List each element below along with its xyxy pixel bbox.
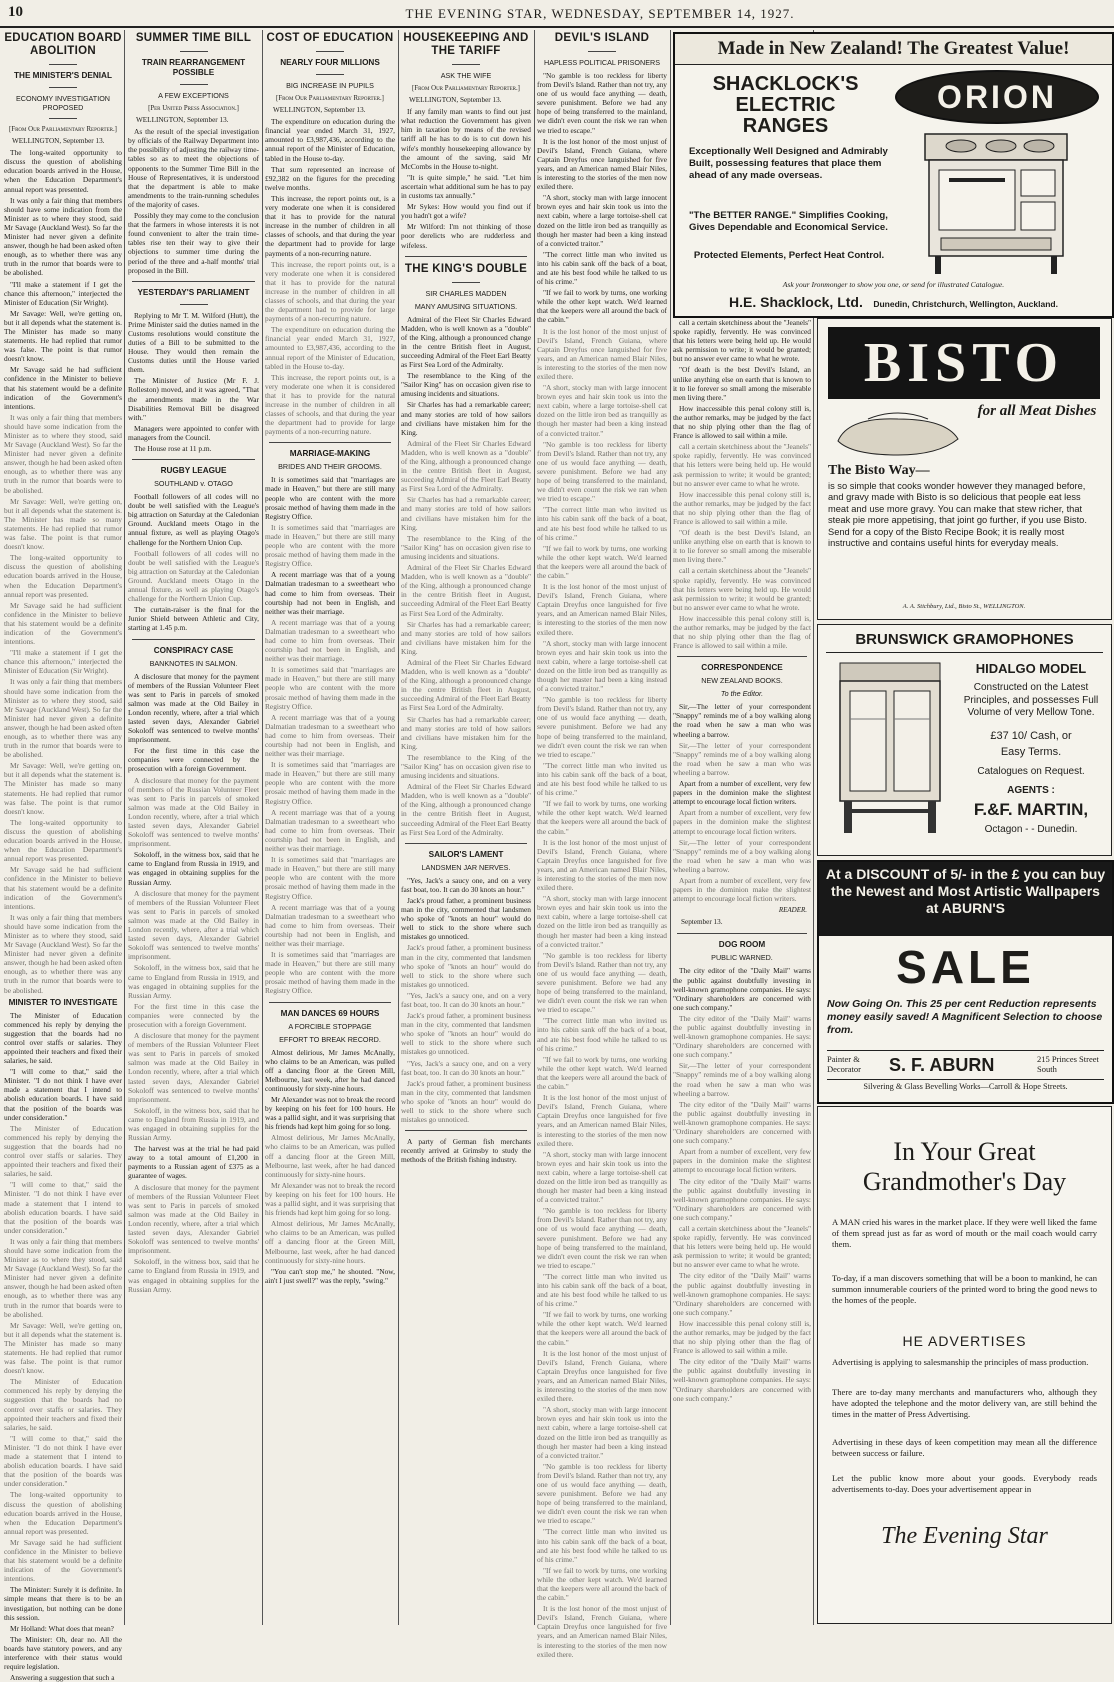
subheadline: THE MINISTER'S DENIAL [14, 71, 112, 80]
paragraph: The Minister: Oh, dear no. All the boards have statutory powers, and any interference with their status would require legislation. [4, 1634, 122, 1672]
paragraph: Jack's proud father, a prominent business man in the city, commented that landsmen who spoke of "knots an hour" would do well to stick to the shore where such mistakes go unnoticed. [401, 943, 531, 989]
paragraph: Sir,—The letter of your correspondent "Snappy" reminds me of a boy walking along the road when he saw a man who was wheeling a barrow. [673, 740, 811, 777]
column-rule [124, 30, 125, 1625]
paragraph: The long-waited opportunity to discuss the question of abolishing education boards arrived in the House, when the Education Department's annual report was presented. [4, 817, 122, 864]
paragraph: "A short, stocky man with large innocent brown eyes and hair skin took us into the next cabin, where a large tortoise-shell cat dozed on the little iron bed as tranquilly as though her master had been a king instead of a convicted traitor." [537, 193, 667, 248]
paragraph: Mr Alexander was not to break the record by keeping on his feet for 100 hours. He was a pallid sight, and it was surprising that his friends had kept him going for so long. [265, 1095, 395, 1132]
paragraph: This increase, the report points out, is a very moderate one when it is considered that it has to provide for the natural increase in the number of children in all classes of schools, and that during the year the department had to provide for large payments of a non-recurring nature. [265, 193, 395, 258]
subheadline: BIG INCREASE IN PUPILS [286, 81, 374, 90]
grandmother-paragraph: Advertising is applying to salesmanship the principles of mass production. [832, 1357, 1089, 1367]
paragraph: Apart from a number of excellent, very few papers in the dominion make the slightest attempt to encourage local fiction writers. [673, 1147, 811, 1175]
subheadline: MINISTER TO INVESTIGATE [8, 997, 118, 1007]
subheadline: ASK THE WIFE [440, 71, 492, 80]
paragraph: It was only a fair thing that members should have some indication from the Minister as to where they stood, said Mr Savage (Auckland West). So far the Minister had never given a definite answer, though he had been asked often enough, as to whether there was any truth in the rumor that boards were to be abolished. [4, 412, 122, 495]
paragraph: It was only a fair thing that members should have some indication from the Minister as to where they stood, said Mr Savage (Auckland West). So far the Minister had never given a definite answer, though he had been asked often enough, as to whether there was any truth in the rumor that boards were to be abolished. [4, 677, 122, 760]
brunswick-title: BRUNSWICK GRAMOPHONES [855, 631, 1074, 648]
paragraph: The resemblance to the King of the "Sailor King" has on occasion given rise to amusing incidents and situations. [401, 752, 531, 781]
paragraph: Sokoloff, in the witness box, said that he came to England from Russia in 1919, and was engaged in obtaining supplies for the Russian Army. [128, 1257, 259, 1294]
paragraph: "The correct little man who invited us into his cabin sank off the back of a boat, and ate his best food while he talked to us of his crime." [537, 1271, 667, 1309]
ad-ask: Ask your Ironmonger to show you one, or send for illustrated Catalogue. [782, 280, 1005, 289]
company-cities: Dunedin, Christchurch, Wellington, Auckland. [873, 299, 1058, 309]
gramophone-cabinet-illustration [830, 659, 950, 839]
ad-banner: Made in New Zealand! The Greatest Value! [675, 34, 1112, 65]
paragraph: How inaccessible this penal colony still is, the author remarks, may be judged by the fact that no ship plying other than the flag of France is allowed to sail within a mile. [673, 489, 811, 526]
ad-bisto [817, 318, 1112, 620]
subheadline: MANY AMUSING SITUATIONS. [414, 301, 518, 311]
paragraph: It is sometimes said that "marriages are made in Heaven," but there are still many people who are content with the more prosaic method of having them made in the Registry Office. [265, 475, 395, 521]
paragraph: Almost delirious, Mr James McAnally, who claims to be an American, was pulled off a dancing floor at the Green Mill, Melbourne, last week, after he had danced continuously for sixty-nine hours. [265, 1219, 395, 1265]
aburn-trade: Painter & Decorator [827, 1054, 861, 1074]
subheadline: PUBLIC WARNED. [711, 953, 773, 963]
paragraph: How inaccessible this penal colony still is, the author remarks, may be judged by the fact that no ship plying other than the flag of France is allowed to sail within a mile. [673, 613, 811, 651]
paragraph: "I will come to that," said the Minister. "I do not think I have ever made a statement that I intend to abolish education boards. I have said that the position of the boards was under consideration." [4, 1180, 122, 1235]
paragraph: Mr Savage said he had sufficient confidence in the Minister to believe that his statement would be a definite indication of the Government's intentions. [4, 1537, 122, 1584]
headline: THE KING'S DOUBLE [404, 262, 528, 275]
paragraph: "If we fail to work by turns, one working while the other kept watch. We'd learned that the keepers were all around the back of the cabin." [537, 543, 667, 580]
paragraph: Admiral of the Fleet Sir Charles Edward Madden, who is well known as a "double" of the King, although a pronounced change in the centre British fleet in August, succeeding Admiral of the Fleet Earl Beatty as First Sea Lord of the Admiralty. [401, 314, 531, 370]
paragraph: A disclosure that money for the payment of members of the Russian Volunteer Fleet was sent to Paris in parcels of smoked salmon was made at the Old Bailey in London recently, where, after a trial which lasted seven days, Alexander Gabriel Sokoloff was sentenced to twelve months' imprisonment. [128, 1031, 259, 1104]
paragraph: "The correct little man who invited us into his cabin sank off the back of a boat, and ate his best food while he talked to us of his crime." [537, 1527, 667, 1564]
paragraph: It is sometimes said that "marriages are made in Heaven," but there are still many people who are content with the more prosaic method of having them made in the Registry Office. [265, 950, 395, 996]
subheadline: SOUTHLAND v. OTAGO [154, 479, 233, 489]
paragraph: It is the lost honor of the most unjust of Devil's Island, French Guiana, where Captain Dreyfus once languished for five years, and an American named Blair Niles, is interesting to the stories of the men now exiled there. [537, 1348, 667, 1404]
paragraph: A recent marriage was that of a young Dalmatian tradesman to a sweetheart who had come to him from overseas. Their courtship had not been in English, and neither was their marriage. [265, 570, 395, 616]
paragraph: The city editor of the "Daily Mail" warns the public against doubtfully investing in well-known gramophone companies. He says: "Ordinary shareholders are concerned with one such company." [673, 1357, 811, 1403]
headline: COST OF EDUCATION [266, 32, 394, 44]
paragraph: Sokoloff, in the witness box, said that he came to England from Russia in 1919, and was engaged in obtaining supplies for the Russian Army. [128, 850, 259, 887]
paragraph: It is sometimes said that "marriages are made in Heaven," but there are still many people who are content with the more prosaic method of having them made in the Registry Office. [265, 522, 395, 569]
paragraph: Admiral of the Fleet Sir Charles Edward Madden, who is well known as a "double" of the King, although a pronounced change in the centre British fleet in August, succeeding Admiral of the Fleet Earl Beatty as First Sea Lord of the Admiralty. [401, 563, 531, 618]
byline: [Per United Press Association.] [148, 105, 239, 112]
column-rule [398, 30, 399, 1625]
paragraph: It is the lost honor of the most unjust of Devil's Island, French Guiana, where Captain Dreyfus once languished for five years, and an American named Blair Niles, is interesting to the stories of the men now exiled there. [537, 582, 667, 637]
paragraph: "I will come to that," said the Minister. "I do not think I have ever made a statement that I intend to abolish education boards. I have said that the position of the boards was under consideration." [4, 1067, 122, 1122]
paragraph: Sir Charles has had a remarkable career; and many stories are told of how sailors and civilians have mistaken him for the King. [401, 495, 531, 532]
aburn-headline: At a DISCOUNT of 5/- in the £ you can buy the Newest and Most Artistic Wallpapers at ABURN'S [819, 862, 1112, 936]
paragraph: "Yes, Jack's a saucy one, and on a very fast boat, too. It can do 30 knots an hour." [401, 1058, 531, 1077]
paragraph: It is the lost honor of the most unjust of Devil's Island, French Guiana, where Captain Dreyfus once languished for five years, and an American named Blair Niles, is interesting to the stories of the men now exiled there. [537, 837, 667, 893]
paragraph: "You can't stop me," he shouted. "Now, ain't I just swell?" was the reply, "swing." [265, 1266, 395, 1285]
paragraph: It was only a fair thing that members should have some indication from the Minister as to where they stood, said Mr Savage (Auckland West). So far the Minister had never given a definite answer, though he had been asked often enough, as to whether there was any truth in the rumor that boards were to be abolished. [4, 195, 122, 278]
paragraph: Apart from a number of excellent, very few papers in the dominion make the slightest attempt to encourage local fiction writers. [673, 875, 811, 904]
paragraph: "If we fail to work by turns, one working while the other kept watch. We'd learned that the keepers were all around the back of the cabin." [537, 1054, 667, 1092]
paragraph: "Of death is the best Devil's Island, an unlike anything else on earth that is known to it to lie forever so small among the miserable men living there." [673, 365, 811, 402]
paragraph: The harvest was at the trial he had paid away to a total amount of £1,200 in payments to a Russian agent of £375 as a guarantee of wages. [128, 1144, 259, 1181]
headline: CORRESPONDENCE [701, 663, 783, 673]
grandmother-paragraph: A MAN cried his wares in the market place. If they were well liked the fame of them spread just as far as word of mouth or the mail coach would carry them. [832, 1217, 1097, 1249]
paragraph: "I'll make a statement if I get the chance this afternoon," interjected the Minister of Education (Sir Wright). [4, 648, 122, 676]
grandmother-subheading: HE ADVERTISES [902, 1333, 1027, 1349]
dateline: September 13. [681, 918, 723, 927]
paragraph: "A short, stocky man with large innocent brown eyes and hair skin took us into the next cabin, where a large tortoise-shell cat dozed on the little iron bed as tranquilly as though her master had been a king instead of a convicted traitor." [537, 383, 667, 438]
paragraph: Replying to Mr T. M. Wilford (Hutt), the Prime Minister said the duties named in the Customs resolutions would constitute the duties of a Bill to be submitted to the House. They would then remain the Customs duties until the House varied them. [128, 310, 259, 375]
article-housekeeping [401, 30, 531, 1625]
grandmother-paragraph: To-day, if a man discovers something that will be a boon to mankind, he can summon innumerable couriers of the printed word to bring the good news to the homes of the people. [832, 1273, 1097, 1305]
grandmother-title: In Your Great Grandmother's Day [862, 1137, 1067, 1196]
paragraph: "Yes, Jack's a saucy one, and on a very fast boat, too. It can do 30 knots an hour." [401, 990, 531, 1009]
subheadline: LANDSMEN JAR NERVES. [421, 862, 511, 872]
paragraph: The curtain-raiser is the final for the Junior Shield between Athletic and City, starting at 1.45 p.m. [128, 605, 259, 633]
paragraph: The city editor of the "Daily Mail" warns the public against doubtfully investing in well-known gramophone companies. He says: "Ordinary shareholders are concerned with one such company." [673, 966, 811, 1012]
paragraph: "The correct little man who invited us into his cabin sank off the back of a boat, and ate his best food while he talked to us of his crime." [537, 760, 667, 798]
newspaper-name: The Evening Star [881, 1523, 1048, 1549]
subheadline: BANKNOTES IN SALMON. [149, 658, 238, 668]
paragraph: Managers were appointed to confer with managers from the Council. [128, 423, 259, 442]
paragraph: "A short, stocky man with large innocent brown eyes and hair skin took us into the next cabin, where a large tortoise-shell cat dozed on the little iron bed as tranquilly as though her master had been a king instead of a convicted traitor." [537, 1405, 667, 1460]
subheadline: HAPLESS POLITICAL PRISONERS [544, 58, 660, 67]
paragraph: "The correct little man who invited us into his cabin sank off the back of a boat, and ate his best food while he talked to us of his crime." [537, 505, 667, 542]
column-rule [670, 30, 671, 1625]
byline: [From Our Parliamentary Reporter.] [412, 85, 520, 92]
paragraph: A disclosure that money for the payment of members of the Russian Volunteer Fleet was sent to Paris in parcels of smoked salmon was made at the Old Bailey in London recently, where, after a trial which lasted seven days, Alexander Gabriel Sokoloff was sentenced to twelve months' imprisonment. [128, 671, 259, 745]
paragraph: It is the lost honor of the most unjust of Devil's Island, French Guiana, where Captain Dreyfus once languished for five years, and an American named Blair Niles, is interesting to the stories of the men now exiled there. [537, 326, 667, 381]
paragraph: "No gamble is too reckless for liberty from Devil's Island. Rather than not try, any one of us would face anything — death, severe punishment. Before we had any hope of being transferred to the mainland, we didn't even count the risk we ran when we tried to escape." [537, 950, 667, 1015]
subheadline: SIR CHARLES MADDEN [425, 288, 507, 298]
grandmother-paragraph: Advertising in these days of keen competition may mean all the difference between success or failure. [832, 1437, 1097, 1458]
paragraph: The Minister of Justice (Mr F. J. Rolleston) moved, and it was agreed, "That the amendments made in the War Disabilities Removal Bill be disagreed with." [128, 376, 259, 422]
subheadline: NEW ZEALAND BOOKS. [701, 676, 783, 686]
paragraph: "The correct little man who invited us into his cabin sank off the back of a boat, and ate his best food while he talked to us of his crime." [537, 249, 667, 287]
brand-name: RANGES [742, 115, 829, 137]
grandmother-paragraph: There are to-day many merchants and manufacturers who, although they have adopted the telephone and the motor delivery van, are still behind the times in the matter of Press Advertising. [832, 1387, 1097, 1419]
paragraph: call a certain sketchiness about the "Jeanels" spoke rapidly, fervently. He was convinced that his letters were being held up. He would ask permission to write; it would be granted; but no answer ever came to what he wrote. [673, 566, 811, 612]
paragraph: Possibly they may come to the conclusion that the farmers in whose interests it is not found convenient to alter the train time-tables rise ten their way to give their objections to summer time during the period of the three and a-half months' trial proposed in the Bill. [128, 211, 259, 275]
paragraph: Admiral of the Fleet Sir Charles Edward Madden, who is well known as a "double" of the King, although a pronounced change in the centre British fleet in August, succeeding Admiral of the Fleet Earl Beatty as First Sea Lord of the Admiralty. [401, 657, 531, 713]
ad-brunswick [817, 624, 1112, 856]
column-rule [262, 30, 263, 1625]
paragraph: The long-waited opportunity to discuss the question of abolishing education boards arrived in the House, when the Education Department's annual report was presented. [4, 148, 122, 194]
paragraph: It was only a fair thing that members should have some indication from the Minister as to where they stood, said Mr Savage (Auckland West). So far the Minister had never given a definite answer, though he had been asked often enough, as to whether there was any truth in the rumor that boards were to be abolished. [4, 912, 122, 995]
subheadline: A FEW EXCEPTIONS [158, 91, 229, 100]
paragraph: call a certain sketchiness about the "Jeanels" spoke rapidly, fervently. He was convinced that his letters were being held up. He would ask permission to write; it would be granted; but no answer ever came to what he wrote. [673, 1223, 811, 1270]
paragraph: The House rose at 11 p.m. [134, 444, 212, 453]
salutation: To the Editor. [720, 689, 764, 699]
aburn-name: S. F. ABURN [889, 1055, 995, 1075]
dateline: WELLINGTON, September 13. [273, 106, 366, 115]
paragraph: The expenditure on education during the financial year ended March 31, 1927, amounted to £3,987,436, according to the annual report of the Minister of Education, tabled in the House to-day. [265, 117, 395, 163]
paragraph: "No gamble is too reckless for liberty from Devil's Island. Rather than not try, any one of us would face anything — death, severe punishment. Before we had any hope of being transferred to the mainland, we didn't even count the risk we ran when we tried to escape." [537, 695, 667, 759]
paragraph: The resemblance to the King of the "Sailor King" has on occasion given rise to amusing incidents and situations. [401, 371, 531, 399]
orion-logo: ORION [895, 70, 1099, 124]
paragraph: Sir,—The letter of your correspondent "Snappy" reminds me of a boy walking along the road when he saw a man who was wheeling a barrow. [673, 702, 811, 739]
paragraph: Mr Savage: Well, we're getting on, but it all depends what the statement is. The Minister has made so many statements. He had replied that rumor was false. The point is that rumor doesn't know. [4, 761, 122, 816]
company-name: H.E. Shacklock, Ltd. [729, 294, 863, 310]
subheadline: EFFORT TO BREAK RECORD. [279, 1034, 381, 1044]
paragraph: Mr Savage said he had sufficient confidence in the Minister to believe that his statement would be a definite indication of the Government's intentions. [4, 865, 122, 911]
paragraph: The resemblance to the King of the "Sailor King" has on occasion given rise to amusing incidents and situations. [401, 533, 531, 561]
paragraph: The city editor of the "Daily Mail" warns the public against doubtfully investing in well-known gramophone companies. He says: "Ordinary shareholders are concerned with one such company." [673, 1176, 811, 1222]
paragraph: A recent marriage was that of a young Dalmatian tradesman to a sweetheart who had come to him from overseas. Their courtship had not been in English, and neither was their marriage. [265, 712, 395, 759]
paragraph: Sir Charles has had a remarkable career; and many stories are told of how sailors and civilians have mistaken him for the King. [401, 400, 531, 437]
electric-range-illustration [901, 126, 1091, 276]
paragraph: "If we fail to work by turns, one working while the other kept watch. We'd learned that the keepers were all around the back of the cabin." [537, 799, 667, 836]
byline: [From Our Parliamentary Reporter.] [276, 95, 384, 102]
paragraph: Mr Wilford: I'm not thinking of those poor derelicts who are rudderless and wifeless. [401, 222, 531, 250]
dateline: WELLINGTON, September 13. [409, 96, 502, 105]
paragraph: A disclosure that money for the payment of members of the Russian Volunteer Fleet was sent to Paris in parcels of smoked salmon was made at the Old Bailey in London recently, where, after a trial which lasted seven days, Alexander Gabriel Sokoloff was sentenced to twelve months' imprisonment. [128, 1182, 259, 1256]
paragraph: "If we fail to work by turns, one working while the other kept watch. We'd learned that the keepers were all around the back of the cabin." [537, 1565, 667, 1603]
paragraph: For the first time in this case the companies were connected by the prosecution with a foreign Government. [128, 746, 259, 774]
brunswick-agents-label: AGENTS : [1007, 784, 1055, 796]
paragraph: "It is quite simple," he said. "Let him ascertain what additional sum he has to pay in customs tax annually." [401, 172, 531, 201]
headline: MARRIAGE-MAKING [289, 449, 371, 459]
dateline: WELLINGTON, September 13. [136, 116, 229, 125]
gravy-boat-illustration [828, 403, 968, 459]
paragraph: Mr Savage: Well, we're getting on, but it all depends what the statement is. The Minister has made so many statements. He had replied that rumor was false. The point is that rumor doesn't know. [4, 1320, 122, 1376]
paragraph: "No gamble is too reckless for liberty from Devil's Island. Rather than not try, any one of us would face anything — death, severe punishment. Before we had any hope of being transferred to the mainland, we didn't even count the risk we ran when we tried to escape." [537, 71, 667, 135]
paragraph: "I'll make a statement if I get the chance this afternoon," interjected the Minister of Education (Sir Wright). [4, 279, 122, 307]
brand-name: ELECTRIC [735, 94, 836, 116]
paragraph: "If we fail to work by turns, one working while the other kept watch. We'd learned that the keepers were all around the back of the cabin." [537, 288, 667, 325]
paragraph: Jack's proud father, a prominent business man in the city, commented that landsmen who spoke of "knots an hour" would do well to stick to the shore where such mistakes go unnoticed. [401, 1078, 531, 1125]
column-rule [534, 30, 535, 1625]
subheadline: TRAIN REARRANGEMENT POSSIBLE [141, 58, 246, 77]
paragraph: "A short, stocky man with large innocent brown eyes and hair skin took us into the next cabin, where a large tortoise-shell cat dozed on the little iron bed as tranquilly as though her master had been a king instead of a convicted traitor." [537, 1149, 667, 1205]
paragraph: Almost delirious, Mr James McAnally, who claims to be an American, was pulled off a dancing floor at the Green Mill, Melbourne, last week, after he had danced continuously for sixty-nine hours. [265, 1047, 395, 1093]
paragraph: Sir Charles has had a remarkable career; and many stories are told of how sailors and civilians have mistaken him for the King. [401, 714, 531, 751]
ad-slogan: "The BETTER RANGE." Simplifies Cooking, Gives Dependable and Economical Service. [689, 210, 888, 233]
headline: SAILOR'S LAMENT [428, 849, 504, 859]
masthead [0, 0, 1114, 28]
paragraph: "No gamble is too reckless for liberty from Devil's Island. Rather than not try, any one of us would face anything — death, severe punishment. Before we had any hope of being transferred to the mainland, we didn't even count the risk we ran when we tried to escape." [537, 1461, 667, 1526]
subheadline: BRIDES AND THEIR GROOMS. [278, 462, 382, 472]
paragraph: The city editor of the "Daily Mail" warns the public against doubtfully investing in well-known gramophone companies. He says: "Ordinary shareholders are concerned with one such company." [673, 1013, 811, 1060]
paragraph: It is sometimes said that "marriages are made in Heaven," but there are still many people who are content with the more prosaic method of having them made in the Registry Office. [265, 665, 395, 711]
paragraph: Sir,—The letter of your correspondent "Snappy" reminds me of a boy walking along the road when he saw a man who was wheeling a barrow. [673, 1061, 811, 1098]
headline: MAN DANCES 69 HOURS [280, 1008, 380, 1018]
paragraph: "A short, stocky man with large innocent brown eyes and hair skin took us into the next cabin, where a large tortoise-shell cat dozed on the little iron bed as tranquilly as though her master had been a king instead of a convicted traitor." [537, 638, 667, 694]
article-continued [673, 318, 811, 1625]
ad-aburn [817, 860, 1114, 1104]
paragraph: "No gamble is too reckless for liberty from Devil's Island. Rather than not try, any one of us would face anything — death, severe punishment. Before we had any hope of being transferred to the mainland, we didn't even count the risk we ran when we tried to escape." [537, 1206, 667, 1270]
paragraph: Mr Savage: Well, we're getting on, but it all depends what the statement is. The Minister has made so many statements. He had replied that rumor was false. The point is that rumor doesn't know. [4, 496, 122, 552]
paragraph: That sum represented an increase of £92,382 on the figures for the preceding twelve months. [265, 164, 395, 192]
paragraph: Jack's proud father, a prominent business man in the city, commented that landsmen who spoke of "knots an hour" would do well to stick to the shore where such mistakes go unnoticed. [401, 895, 531, 942]
paragraph: "Yes, Jack's a saucy one, and on a very fast boat, too. It can do 30 knots an hour." [401, 875, 531, 894]
grandmother-paragraph: Let the public know more about your goods. Everybody reads advertisements to-day. Does your advertisement appear in [832, 1473, 1097, 1494]
headline: DOG ROOM [718, 940, 766, 950]
brunswick-model: HIDALGO MODEL [975, 661, 1087, 676]
brunswick-terms: Easy Terms. [1000, 745, 1062, 758]
paragraph: A disclosure that money for the payment of members of the Russian Volunteer Fleet was sent to Paris in parcels of smoked salmon was made at the Old Bailey in London recently, where, after a trial which lasted seven days, Alexander Gabriel Sokoloff was sentenced to twelve months' imprisonment. [128, 888, 259, 962]
paragraph: Sir,—The letter of your correspondent "Snappy" reminds me of a boy walking along the road when he saw a man who was wheeling a barrow. [673, 837, 811, 874]
paragraph: It is the lost honor of the most unjust of Devil's Island, French Guiana, where Captain Dreyfus once languished for five years, and an American named Blair Niles, is interesting to the stories of the men now exiled there. [537, 1093, 667, 1148]
paragraph: "I will come to that," said the Minister. "I do not think I have ever made a statement that I intend to abolish education boards. I have said that the position of the boards was under consideration." [4, 1433, 122, 1489]
paragraph: Sokoloff, in the witness box, said that he came to England from Russia in 1919, and was engaged in obtaining supplies for the Russian Army. [128, 963, 259, 1000]
headline: CONSPIRACY CASE [153, 645, 234, 655]
paragraph: Sir Charles has had a remarkable career; and many stories are told of how sailors and civilians have mistaken him for the King. [401, 619, 531, 656]
paragraph: Answering a suggestion that such a [10, 1673, 115, 1682]
paragraph: Apart from a number of excellent, very few papers in the dominion make the slightest attempt to encourage local fiction writers. [673, 808, 811, 836]
paragraph: The Minister of Education commenced his reply by denying the suggestion that the boards had no control over staffs or salaries. They appointed their teachers and fixed their salaries, he said. [4, 1123, 122, 1179]
headline: EDUCATION BOARD ABOLITION [4, 32, 122, 57]
paragraph: It is sometimes said that "marriages are made in Heaven," but there are still many people who are content with the more prosaic method of having them made in the Registry Office. [265, 855, 395, 901]
brunswick-catalogue: Catalogues on Request. [977, 765, 1085, 777]
paragraph: It was only a fair thing that members should have some indication from the Minister as to where they stood, said Mr Savage (Auckland West). So far the Minister had never given a definite answer, though he had been asked often enough, as to whether there was any truth in the rumor that boards were to be abolished. [4, 1236, 122, 1319]
signature: READER. [778, 906, 807, 915]
headline: RUGBY LEAGUE [160, 466, 227, 476]
paragraph: The Minister: Surely it is definite. In simple means that there is to be an investigation, but nothing can be done this session. [4, 1585, 122, 1622]
brunswick-price: £37 10/ Cash, or [990, 729, 1072, 742]
paragraph: A recent marriage was that of a young Dalmatian tradesman to a sweetheart who had come to him from overseas. Their courtship had not been in English, and neither was their marriage. [265, 902, 395, 948]
paragraph: The Minister of Education commenced his reply by denying the suggestion that the boards had no control over staffs or salaries. They appointed their teachers and fixed their salaries, he said. [4, 1010, 122, 1066]
paragraph: Admiral of the Fleet Sir Charles Edward Madden, who is well known as a "double" of the King, although a pronounced change in the centre British fleet in August, succeeding Admiral of the Fleet Earl Beatty as First Sea Lord of the Admiralty. [401, 438, 531, 494]
paragraph: How inaccessible this penal colony still is, the author remarks, may be judged by the fact that no ship plying other than the flag of France is allowed to sail within a mile. [673, 1318, 811, 1356]
headline: HOUSEKEEPING AND THE TARIFF [403, 32, 529, 57]
brand-name: SHACKLOCK'S [712, 73, 859, 95]
paragraph: "Of death is the best Devil's Island, an unlike anything else on earth that is known to it to lie forever so small among the miserable men living there." [673, 528, 811, 565]
paragraph: As the result of the special investigation by officials of the Railway Department into the possibility of adjusting the railway time-tables so as to meet the objections of opponents to the Summer Time Bill in the House of Representatives, it is understood that the department is able to make amendments to the train-running schedules of the majority of cases. [128, 127, 259, 209]
article-education-board [4, 30, 122, 1682]
paragraph: Mr Sykes: How would you find out if you hadn't got a wife? [401, 202, 531, 221]
paragraph: A recent marriage was that of a young Dalmatian tradesman to a sweetheart who had come to him from overseas. Their courtship had not been in English, and neither was their marriage. [265, 617, 395, 664]
subheadline: NEARLY FOUR MILLIONS [280, 58, 380, 67]
aburn-sale: SALE [896, 941, 1035, 993]
bisto-way-heading: The Bisto Way— [828, 463, 930, 478]
headline: SUMMER TIME BILL [135, 32, 252, 44]
ad-features: Protected Elements, Perfect Heat Control. [693, 250, 885, 261]
bisto-subtitle: for all Meat Dishes [977, 403, 1097, 419]
brunswick-agents: F.&F. MARTIN, [973, 799, 1089, 819]
headline: YESTERDAY'S PARLIAMENT [137, 287, 250, 297]
paragraph: For the first time in this case the companies were connected by the prosecution with a foreign Government. [128, 1001, 259, 1029]
aburn-works: Silvering & Glass Bevelling Works—Carroll & Hope Streets. [863, 1082, 1068, 1091]
bisto-agent: A. A. Stichbury, Ltd., Bisto St., WELLINGTON. [902, 603, 1026, 610]
paragraph: The city editor of the "Daily Mail" warns the public against doubtfully investing in well-known gramophone companies. He says: "Ordinary shareholders are concerned with one such company." [673, 1099, 811, 1146]
paragraph: A party of German fish merchants recently arrived at Grimsby to study the methods of the British fishing industry. [401, 1137, 531, 1165]
brunswick-address: Octagon - - Dunedin. [984, 823, 1078, 835]
article-cost-of-education [265, 30, 395, 1625]
paragraph: Sokoloff, in the witness box, said that he came to England from Russia in 1919, and was engaged in obtaining supplies for the Russian Army. [128, 1105, 259, 1143]
paragraph: Football followers of all codes will no doubt be well satisfied with the League's big attraction on Saturday at the Caledonian Ground. Auckland meets Otago in the annual fixture, as well as playing Otago's challenge for the Northern Union Cup. [128, 492, 259, 547]
aburn-address: 215 Princes Street South [1037, 1054, 1099, 1074]
subheadline: A FORCIBLE STOPPAGE [288, 1021, 372, 1031]
paragraph: It is the lost honor of the most unjust of Devil's Island, French Guiana, where Captain Dreyfus once languished for five years, and an American named Blair Niles, is interesting to the stories of the men now exiled there. [537, 1604, 667, 1659]
byline: [From Our Parliamentary Reporter.] [9, 126, 117, 133]
paragraph: A recent marriage was that of a young Dalmatian tradesman to a sweetheart who had come to him from overseas. Their courtship had not been in English, and neither was their marriage. [265, 807, 395, 854]
paragraph: It is sometimes said that "marriages are made in Heaven," but there are still many people who are content with the more prosaic method of having them made in the Registry Office. [265, 760, 395, 806]
paragraph: Jack's proud father, a prominent business man in the city, commented that landsmen who spoke of "knots an hour" would do well to stick to the shore where such mistakes go unnoticed. [401, 1011, 531, 1057]
paragraph: "A short, stocky man with large innocent brown eyes and hair skin took us into the next cabin, where a large tortoise-shell cat dozed on the little iron bed as tranquilly as though her master had been a king instead of a convicted traitor." [537, 894, 667, 949]
paragraph: call a certain sketchiness about the "Jeanels" spoke rapidly, fervently. He was convinced that his letters were being held up. He would ask permission to write; it would be granted; but no answer ever came to what he wrote. [673, 442, 811, 488]
paragraph: Football followers of all codes will no doubt be well satisfied with the League's big attraction on Saturday at the Caledonian Ground. Auckland meets Otago in the annual fixture, as well as playing Otago's challenge for the Northern Union Cup. [128, 548, 259, 604]
masthead-title: THE EVENING STAR, WEDNESDAY, SEPTEMBER 14, 1927. [405, 6, 795, 21]
article-devils-island [537, 30, 667, 1659]
bisto-logo: BISTO [828, 327, 1100, 399]
paragraph: "The correct little man who invited us into his cabin sank off the back of a boat, and ate his best food while he talked to us of his crime." [537, 1016, 667, 1053]
paragraph: The long-waited opportunity to discuss the question of abolishing education boards arrived in the House, when the Education Department's annual report was presented. [4, 1490, 122, 1536]
paragraph: Mr Savage said he had sufficient confidence in the Minister to believe that his statement would be a definite indication of the Government's intentions. [4, 600, 122, 647]
ad-grandmothers-day [817, 1106, 1112, 1624]
dateline: WELLINGTON, September 13. [12, 137, 105, 146]
paragraph: call a certain sketchiness about the "Jeanels" spoke rapidly, fervently. He was convinced that his letters were being held up. He would ask permission to write; it would be granted; but no answer ever came to what he wrote. [673, 318, 811, 364]
paragraph: Admiral of the Fleet Sir Charles Edward Madden, who is well known as a "double" of the King, although a pronounced change in the centre British fleet in August, succeeding Admiral of the Fleet Earl Beatty as First Sea Lord of the Admiralty. [401, 782, 531, 837]
paragraph: A disclosure that money for the payment of members of the Russian Volunteer Fleet was sent to Paris in parcels of smoked salmon was made at the Old Bailey in London recently, where, after a trial which lasted seven days, Alexander Gabriel Sokoloff was sentenced to twelve months' imprisonment. [128, 775, 259, 849]
paragraph: This increase, the report points out, is a very moderate one when it is considered that it has to provide for the natural increase in the number of children in all classes of schools, and that during the year the department had to provide for large payments of a non-recurring nature. [265, 259, 395, 324]
page-number: 10 [8, 4, 23, 20]
paragraph: Mr Savage said he had sufficient confidence in the Minister to believe that his statement would be a definite indication of the Government's intentions. [4, 365, 122, 411]
paragraph: It is the lost honor of the most unjust of Devil's Island, French Guiana, where Captain Dreyfus once languished for five years, and an American named Blair Niles, is interesting to the stories of the men now exiled there. [537, 136, 667, 192]
bisto-body: is so simple that cooks wonder however they managed before, and gravy made with Bisto is so delicious that people eat less meat and use more gravy. You can make that stew richer, that steak pie more appetising, that joint go further, if you use Bisto. Send for a copy of the Bisto Recipe Book; it is really most instructive and contains useful hints for everyday meals. [828, 481, 1087, 549]
paragraph: The long-waited opportunity to discuss the question of abolishing education boards arrived in the House, when the Education Department's annual report was presented. [4, 553, 122, 599]
ad-tagline: Exceptionally Well Designed and Admirably Built, possessing features that place them ahead of any made overseas. [689, 146, 888, 181]
paragraph: Mr Holland: What does that mean? [10, 1623, 114, 1633]
paragraph: Mr Alexander was not to break the record by keeping on his feet for 100 hours. He was a pallid sight, and it was surprising that his friends had kept him going for so long. [265, 1180, 395, 1218]
ad-shacklock-orion [673, 32, 1114, 318]
paragraph: The Minister of Education commenced his reply by denying the suggestion that the boards had no control over staffs or salaries. They appointed their teachers and fixed their salaries, he said. [4, 1377, 122, 1432]
article-summer-time [128, 30, 259, 1625]
paragraph: This increase, the report points out, is a very moderate one when it is considered that it has to provide for the natural increase in the number of children in all classes of schools, and that during the year the department had to provide for large payments of a non-recurring nature. [265, 372, 395, 437]
paragraph: How inaccessible this penal colony still is, the author remarks, may be judged by the fact that no ship plying other than the flag of France is allowed to sail within a mile. [673, 403, 811, 441]
brunswick-description: Constructed on the Latest Principles, and possesses Full Volume of very Mellow Tone. [963, 682, 1099, 718]
paragraph: "If we fail to work by turns, one working while the other kept watch. We'd learned that the keepers were all around the back of the cabin." [537, 1310, 667, 1347]
headline: DEVIL'S ISLAND [554, 32, 650, 44]
subheadline: ECONOMY INVESTIGATION PROPOSED [16, 94, 110, 112]
paragraph: "No gamble is too reckless for liberty from Devil's Island. Rather than not try, any one of us would face anything — death, severe punishment. Before we had any hope of being transferred to the mainland, we didn't even count the risk we ran when we tried to escape." [537, 439, 667, 504]
paragraph: Apart from a number of excellent, very few papers in the dominion make the slightest attempt to encourage local fiction writers. [673, 779, 811, 807]
aburn-offer: Now Going On. This 25 per cent Reduction represents money easily saved! A Magnificent Selection to choose from. [827, 998, 1103, 1036]
paragraph: Mr Savage: Well, we're getting on, but it all depends what the statement is. The Minister has made so many statements. He had replied that rumor was false. The point is that rumor doesn't know. [4, 308, 122, 364]
paragraph: If any family man wants to find out just what reduction the Government has given him in taxation by means of the revised tariff all he has to do is to cut down his wife's monthly housekeeping allowance by the amount of the saving, said Mr McCombs in the House to-night. [401, 107, 531, 171]
paragraph: The city editor of the "Daily Mail" warns the public against doubtfully investing in well-known gramophone companies. He says: "Ordinary shareholders are concerned with one such company." [673, 1271, 811, 1317]
paragraph: The expenditure on education during the financial year ended March 31, 1927, amounted to £3,987,436, according to the annual report of the Minister of Education, tabled in the House to-day. [265, 325, 395, 371]
paragraph: Almost delirious, Mr James McAnally, who claims to be an American, was pulled off a dancing floor at the Green Mill, Melbourne, last week, after he had danced continuously for sixty-nine hours. [265, 1133, 395, 1179]
